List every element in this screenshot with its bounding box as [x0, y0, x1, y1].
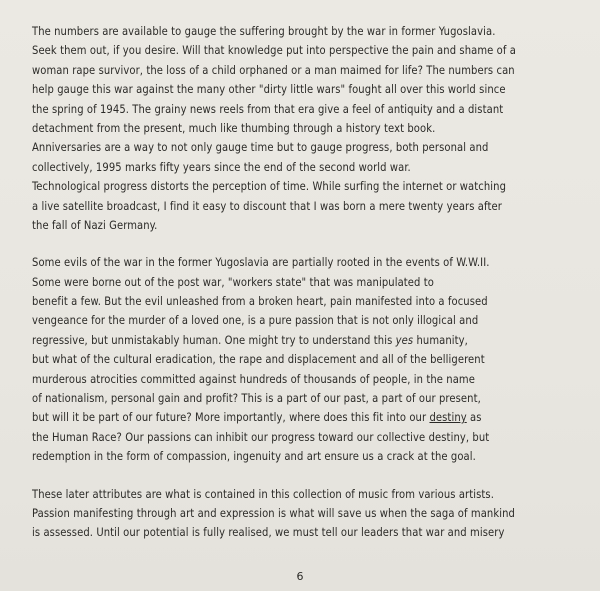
paragraph-gap	[32, 235, 574, 253]
text-line: the fall of Nazi Germany.	[32, 218, 158, 232]
text-line-with-underline	[32, 408, 574, 427]
text-line: Seek them out, if you desire. Will that knowledge put into perspective the pain and shame of a	[32, 44, 516, 58]
text-line: These later attributes are what is contained in this collection of music from various artists.	[32, 487, 495, 501]
text-line: Technological progress distorts the perception of time. While surfing the internet or watching	[32, 180, 507, 194]
underlined-word: destiny	[429, 411, 467, 425]
text-line: Passion manifesting through art and expression is what will save us when the saga of mankind	[32, 506, 515, 520]
text-line: of nationalism, personal gain and profit? This is a part of our past, a part of our present,	[32, 392, 481, 406]
text-line: vengeance for the murder of a loved one, is a pure passion that is not only illogical and	[32, 314, 479, 328]
text-line: is assessed. Until our potential is fully realised, we must tell our leaders that war and misery	[32, 526, 505, 540]
text-line: woman rape survivor, the loss of a child orphaned or a man maimed for life? The numbers can	[32, 63, 515, 77]
paragraph-1	[32, 22, 574, 235]
text-line: benefit a few. But the evil unleashed from a broken heart, pain manifested into a focused	[32, 295, 488, 309]
text-line: murderous atrocities committed against hundreds of thousands of people, in the name	[32, 372, 475, 386]
text-line: redemption in the form of compassion, ingenuity and art ensure us a crack at the goal.	[32, 450, 476, 464]
text-segment: regressive, but unmistakably human. One might try to understand this	[32, 333, 396, 347]
text-line: help gauge this war against the many other "dirty little wars" fought all over this world since	[32, 83, 506, 97]
text-line: Some were borne out of the post war, "workers state" that was manipulated to	[32, 275, 434, 289]
text-line: collectively, 1995 marks fifty years since the end of the second world war.	[32, 160, 411, 174]
paragraph-2	[32, 253, 574, 466]
page-number: 6	[296, 570, 304, 583]
paragraph-3	[32, 485, 574, 543]
text-line: The numbers are available to gauge the suffering brought by the war in former Yugoslavia.	[32, 25, 496, 38]
text-line-with-emphasis	[32, 331, 574, 350]
text-segment: as	[466, 411, 482, 425]
text-line: but what of the cultural eradication, the rape and displacement and all of the belligerent	[32, 353, 485, 367]
text-line: the Human Race? Our passions can inhibit our progress toward our collective destiny, but	[32, 430, 490, 444]
text-line: a live satellite broadcast, I find it easy to discount that I was born a mere twenty years after	[32, 199, 502, 213]
paragraph-gap	[32, 467, 574, 485]
text-line: detachment from the present, much like thumbing through a history text book.	[32, 121, 436, 135]
text-segment: humanity,	[413, 333, 468, 347]
text-line: Some evils of the war in the former Yugoslavia are partially rooted in the events of W.W.II.	[32, 256, 490, 270]
emphasized-word: yes	[395, 333, 414, 347]
text-line: the spring of 1945. The grainy news reels from that era give a feel of antiquity and a distant	[32, 102, 504, 116]
text-line: Anniversaries are a way to not only gauge time but to gauge progress, both personal and	[32, 141, 489, 155]
text-segment: but will it be part of our future? More importantly, where does this fit into our	[32, 411, 430, 425]
